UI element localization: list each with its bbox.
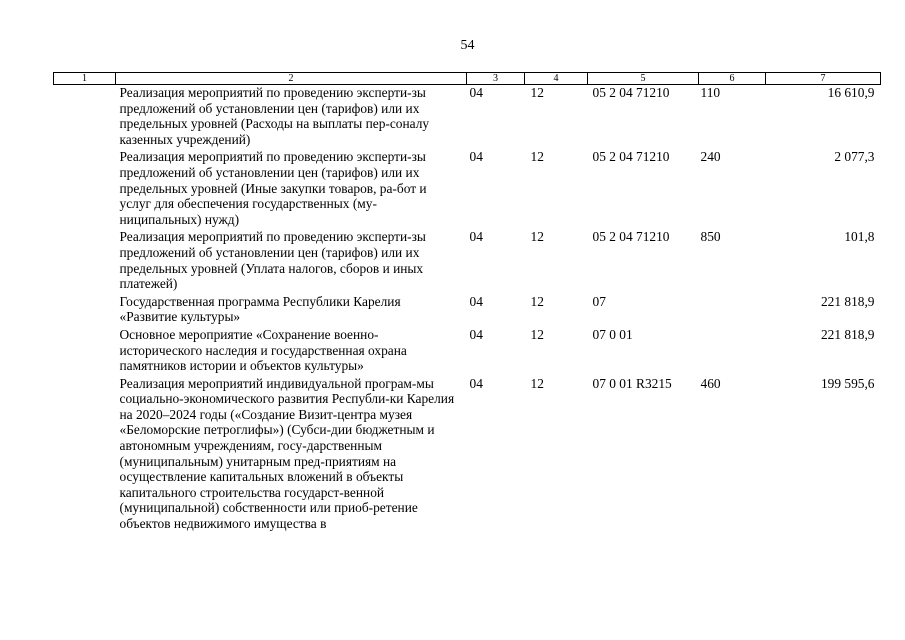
amount: 199 595,6 bbox=[820, 375, 875, 391]
subsection-code: 12 bbox=[530, 85, 544, 100]
expense-type-code: 460 bbox=[700, 375, 721, 391]
expense-type-code bbox=[699, 327, 766, 376]
expense-type-code: 240 bbox=[700, 149, 721, 165]
target-article-code: 07 bbox=[592, 293, 606, 309]
subsection-code: 12 bbox=[530, 326, 544, 342]
expense-type-code: 110 bbox=[700, 85, 721, 100]
target-article-code: 07 0 01 bbox=[592, 326, 633, 342]
column-number: 7 bbox=[766, 73, 881, 85]
budget-table bbox=[53, 72, 881, 534]
section-code: 04 bbox=[469, 375, 483, 391]
table-row bbox=[54, 85, 881, 150]
table-row bbox=[54, 149, 881, 229]
empty-cell bbox=[54, 85, 116, 150]
target-article-code: 05 2 04 71210 bbox=[592, 229, 670, 245]
item-name: Реализация мероприятий индивидуальной програм-мы социально-экономического развития Республи-ки Карелия на 2020–2024 годы («Создание Визит-центра музея «Беломорские петроглифы») (Субси-дии бюджетным и автономным учреждениям, госу-дарственным (муниципальным) унитарным пред-приятиям на осуществление капитальных вложений в объекты капитального строительства государст-венной (муниципальной) собственности или приоб-ретение объектов недвижимого имущества в bbox=[119, 375, 455, 532]
empty-cell bbox=[54, 149, 116, 229]
column-number: 5 bbox=[588, 73, 699, 85]
column-number: 6 bbox=[699, 73, 766, 85]
target-article-code: 07 0 01 R3215 bbox=[592, 375, 672, 391]
table-row bbox=[54, 229, 881, 293]
subsection-code: 12 bbox=[530, 375, 544, 391]
column-number: 4 bbox=[525, 73, 588, 85]
target-article-code: 05 2 04 71210 bbox=[592, 149, 670, 165]
subsection-code: 12 bbox=[530, 149, 544, 165]
section-code: 04 bbox=[469, 326, 483, 342]
subsection-code: 12 bbox=[530, 229, 544, 245]
page-number: 54 bbox=[460, 38, 475, 53]
item-name: Реализация мероприятий по проведению эксперти-зы предложений об установлении цен (тарифов) или их предельных уровней (Уплата налогов, сборов и иных платежей) bbox=[119, 229, 426, 292]
section-code: 04 bbox=[469, 293, 483, 309]
subsection-code: 12 bbox=[530, 293, 544, 309]
column-number: 1 bbox=[54, 73, 116, 85]
table-row bbox=[54, 327, 881, 376]
table-row bbox=[54, 376, 881, 534]
section-code: 04 bbox=[469, 85, 483, 100]
column-number-row bbox=[54, 73, 881, 85]
empty-cell bbox=[54, 376, 116, 534]
amount: 16 610,9 bbox=[827, 85, 875, 100]
target-article-code: 05 2 04 71210 bbox=[592, 85, 670, 100]
empty-cell bbox=[54, 327, 116, 376]
item-name: Реализация мероприятий по проведению эксперти-зы предложений об установлении цен (тарифов) или их предельных уровней (Расходы на выплаты пер-соналу казенных учреждений) bbox=[119, 85, 430, 147]
section-code: 04 bbox=[469, 149, 483, 165]
amount: 101,8 bbox=[844, 229, 875, 245]
empty-cell bbox=[54, 229, 116, 293]
table-row bbox=[54, 294, 881, 327]
amount: 2 077,3 bbox=[834, 149, 875, 165]
expense-type-code: 850 bbox=[700, 229, 721, 245]
empty-cell bbox=[54, 294, 116, 327]
amount: 221 818,9 bbox=[820, 326, 875, 342]
item-name: Основное мероприятие «Сохранение военно-исторического наследия и государственная охрана памятников истории и объектов культуры» bbox=[119, 326, 407, 374]
item-name: Государственная программа Республики Карелия «Развитие культуры» bbox=[119, 293, 401, 325]
column-number: 3 bbox=[467, 73, 525, 85]
column-number: 2 bbox=[116, 73, 467, 85]
section-code: 04 bbox=[469, 229, 483, 245]
amount: 221 818,9 bbox=[820, 293, 875, 309]
item-name: Реализация мероприятий по проведению эксперти-зы предложений об установлении цен (тарифов) или их предельных уровней (Иные закупки товаров, ра-бот и услуг для обеспечения государственных (му-ниципальных) нужд) bbox=[119, 149, 427, 227]
expense-type-code bbox=[699, 294, 766, 327]
